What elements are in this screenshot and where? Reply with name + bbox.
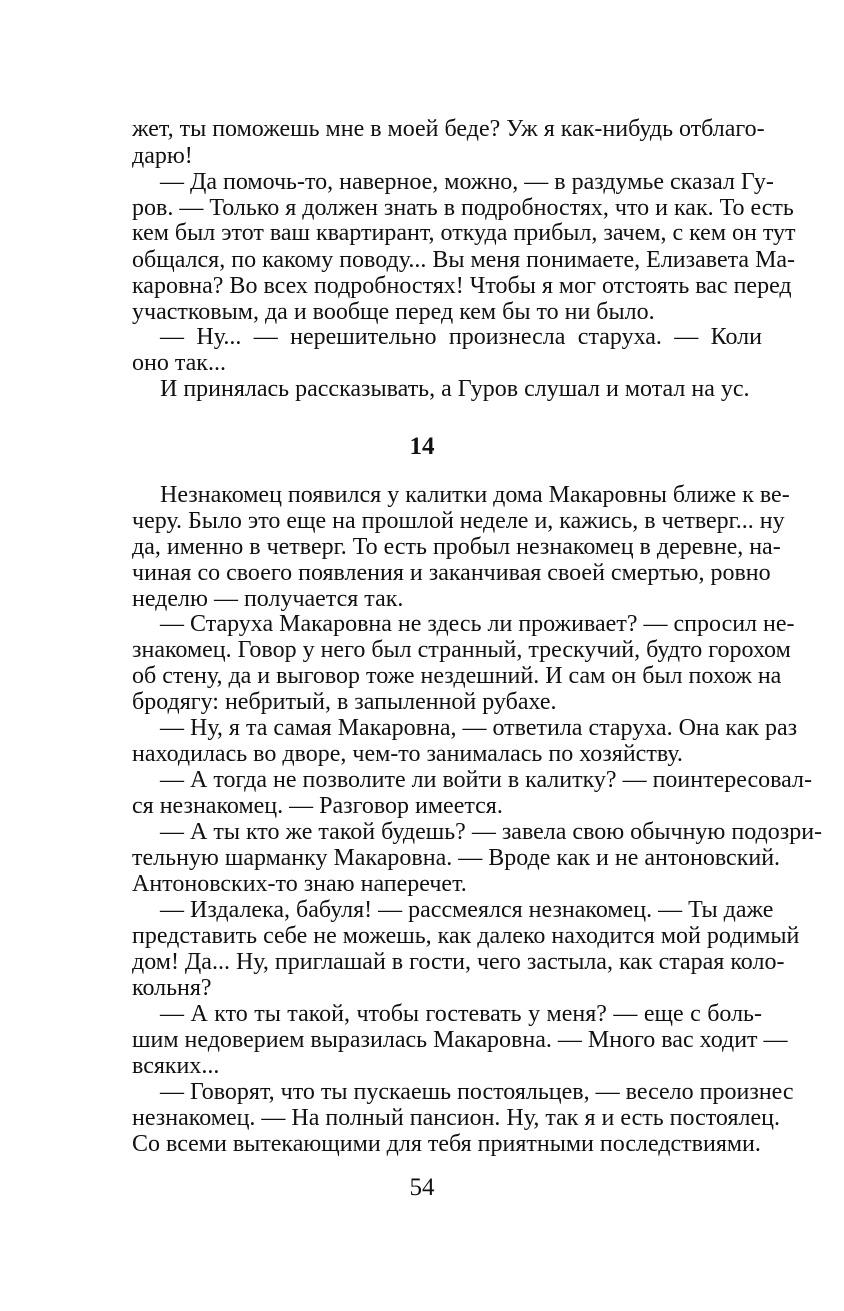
text-line: чиная со своего появления и заканчивая своей смертью, ровно [132,560,771,586]
text-line: — Старуха Макаровна не здесь ли проживает? — спросил не- [160,611,795,637]
text-line: ся незнакомец. — Разговор имеется. [132,793,503,819]
text-line: — А кто ты такой, чтобы гостевать у меня? — еще с боль- [160,1001,762,1027]
text-line: Антоновских-то знаю наперечет. [132,871,467,897]
text-line: тельную шарманку Макаровна. — Вроде как и не антоновский. [132,845,781,871]
text-line: оно так... [132,350,226,376]
text-line: ров. — Только я должен знать в подробностях, что и как. То есть [132,195,794,221]
text-line: — А тогда не позволите ли войти в калитку? — поинтересовал- [160,767,813,793]
text-line: кем был этот ваш квартирант, откуда прибыл, зачем, с кем он тут [132,220,796,246]
chapter-title: 14 [409,433,435,460]
text-line: дарю! [132,143,193,169]
text-line: И принялась рассказывать, а Гуров слушал и мотал на ус. [160,376,750,402]
text-line: каровна? Во всех подробностях! Чтобы я мог отстоять вас перед [132,273,792,299]
text-line: черу. Было это еще на прошлой неделе и, кажись, в четверг... ну [132,508,785,534]
text-line: всяких... [132,1053,220,1079]
page-number: 54 [409,1174,435,1201]
text-line: шим недоверием выразилась Макаровна. — Много вас ходит — [132,1027,788,1053]
text-line: незнакомец. — На полный пансион. Ну, так я и есть постоялец. [132,1105,780,1131]
text-line: Со всеми вытекающими для тебя приятными последствиями. [132,1131,761,1157]
text-line: Незнакомец появился у калитки дома Макаровны ближе к ве- [160,482,790,508]
text-line: кольня? [132,975,212,1001]
text-line: неделю — получается так. [132,586,404,612]
text-line: представить себе не можешь, как далеко находится мой родимый [132,923,800,949]
text-line: жет, ты поможешь мне в моей беде? Уж я как-нибудь отблаго- [132,116,765,142]
text-line: — Ну, я та самая Макаровна, — ответила старуха. Она как раз [160,715,798,741]
text-line: общался, по какому поводу... Вы меня понимаете, Елизавета Ма- [132,247,796,273]
text-line: бродягу: небритый, в запыленной рубахе. [132,689,557,715]
text-line: дом! Да... Ну, приглашай в гости, чего застыла, как старая коло- [132,949,785,975]
text-line: знакомец. Говор у него был странный, трескучий, будто горохом [132,637,791,663]
text-line: — Да помочь-то, наверное, можно, — в раздумье сказал Гу- [160,169,774,195]
text-line: участковым, да и вообще перед кем бы то ни было. [132,299,655,325]
text-line: — А ты кто же такой будешь? — завела свою обычную подозри- [160,819,823,845]
text-line: об стену, да и выговор тоже нездешний. И сам он был похож на [132,663,782,689]
text-line: находилась во дворе, чем-то занималась по хозяйству. [132,741,683,767]
text-line: — Говорят, что ты пускаешь постояльцев, — весело произнес [160,1079,794,1105]
text-line: да, именно в четверг. То есть пробыл незнакомец в деревне, на- [132,534,781,560]
text-line: — Издалека, бабуля! — рассмеялся незнакомец. — Ты даже [160,897,774,923]
text-line: — Ну... — нерешительно произнесла старуха. — Коли [160,324,762,350]
